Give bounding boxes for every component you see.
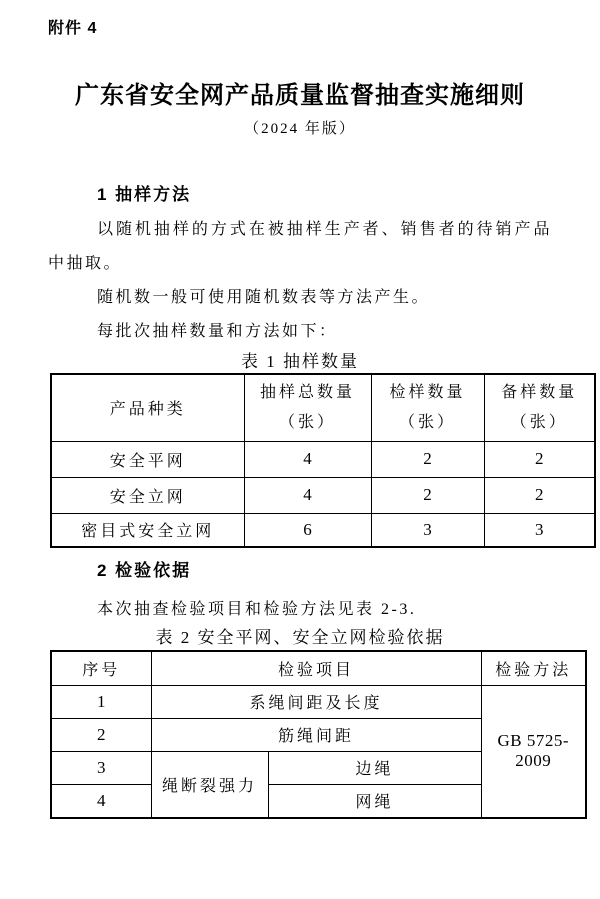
table-row [51,685,586,718]
row-number-cell: 3 [51,751,151,784]
test-quantity-cell: 2 [371,477,484,513]
table-2-header-no: 序号 [51,651,151,685]
section-1-heading: 1 抽样方法 [97,185,192,204]
total-quantity-cell: 4 [244,441,371,477]
table-row [51,513,595,547]
inspection-basis-table [50,650,587,819]
product-name-cell: 密目式安全立网 [51,513,244,547]
paragraph-sampling-method: 以随机抽样的方式在被抽样生产者、销售者的待销产品中抽取。 [48,221,552,272]
row-number-cell: 1 [51,685,151,718]
test-quantity-cell: 3 [371,513,484,547]
table-1-header-test [371,374,484,441]
total-quantity-cell: 4 [244,477,371,513]
attachment-label: 附件 4 [48,20,98,37]
table-1-caption: 表 1 抽样数量 [241,352,359,371]
backup-quantity-cell: 3 [484,513,595,547]
section-2-heading: 2 检验依据 [97,561,192,580]
table-2-header-item: 检验项目 [151,651,481,685]
row-number-cell: 4 [51,784,151,818]
inspection-item-cell: 网绳 [268,784,481,818]
inspection-item-group-cell: 绳断裂强力 [151,751,268,818]
column-unit-label: （张） [398,413,456,431]
table-row [51,477,595,513]
inspection-method-cell: GB 5725-2009 [481,685,586,818]
total-quantity-cell: 6 [244,513,371,547]
inspection-item-cell: 边绳 [268,751,481,784]
row-number-cell: 2 [51,718,151,751]
column-header-label: 备样数量 [501,383,578,401]
table-1-header-product: 产品种类 [51,374,244,441]
table-1-header-backup [484,374,595,441]
edition-label: （2024 年版） [244,121,356,137]
table-2-caption: 表 2 安全平网、安全立网检验依据 [155,628,445,647]
column-unit-label: （张） [510,413,568,431]
backup-quantity-cell: 2 [484,441,595,477]
product-name-cell: 安全立网 [51,477,244,513]
backup-quantity-cell: 2 [484,477,595,513]
inspection-item-cell: 筋绳间距 [151,718,481,751]
paragraph-batch-quantity: 每批次抽样数量和方法如下： [97,323,338,340]
test-quantity-cell: 2 [371,441,484,477]
sampling-quantity-table [50,373,596,548]
column-header-label: 检样数量 [389,383,466,401]
paragraph-inspection-basis: 本次抽查检验项目和检验方法见表 2-3. [97,601,417,618]
column-header-label: 抽样总数量 [259,383,355,401]
table-1-header-total [244,374,371,441]
paragraph-random-number: 随机数一般可使用随机数表等方法产生。 [97,289,431,306]
column-unit-label: （张） [278,413,336,431]
document-title: 广东省安全网产品质量监督抽查实施细则 [75,82,525,109]
product-name-cell: 安全平网 [51,441,244,477]
table-2-header-method: 检验方法 [481,651,586,685]
table-row [51,441,595,477]
table-2-header-row [51,651,586,685]
table-1-header-row [51,374,595,441]
inspection-item-cell: 系绳间距及长度 [151,685,481,718]
